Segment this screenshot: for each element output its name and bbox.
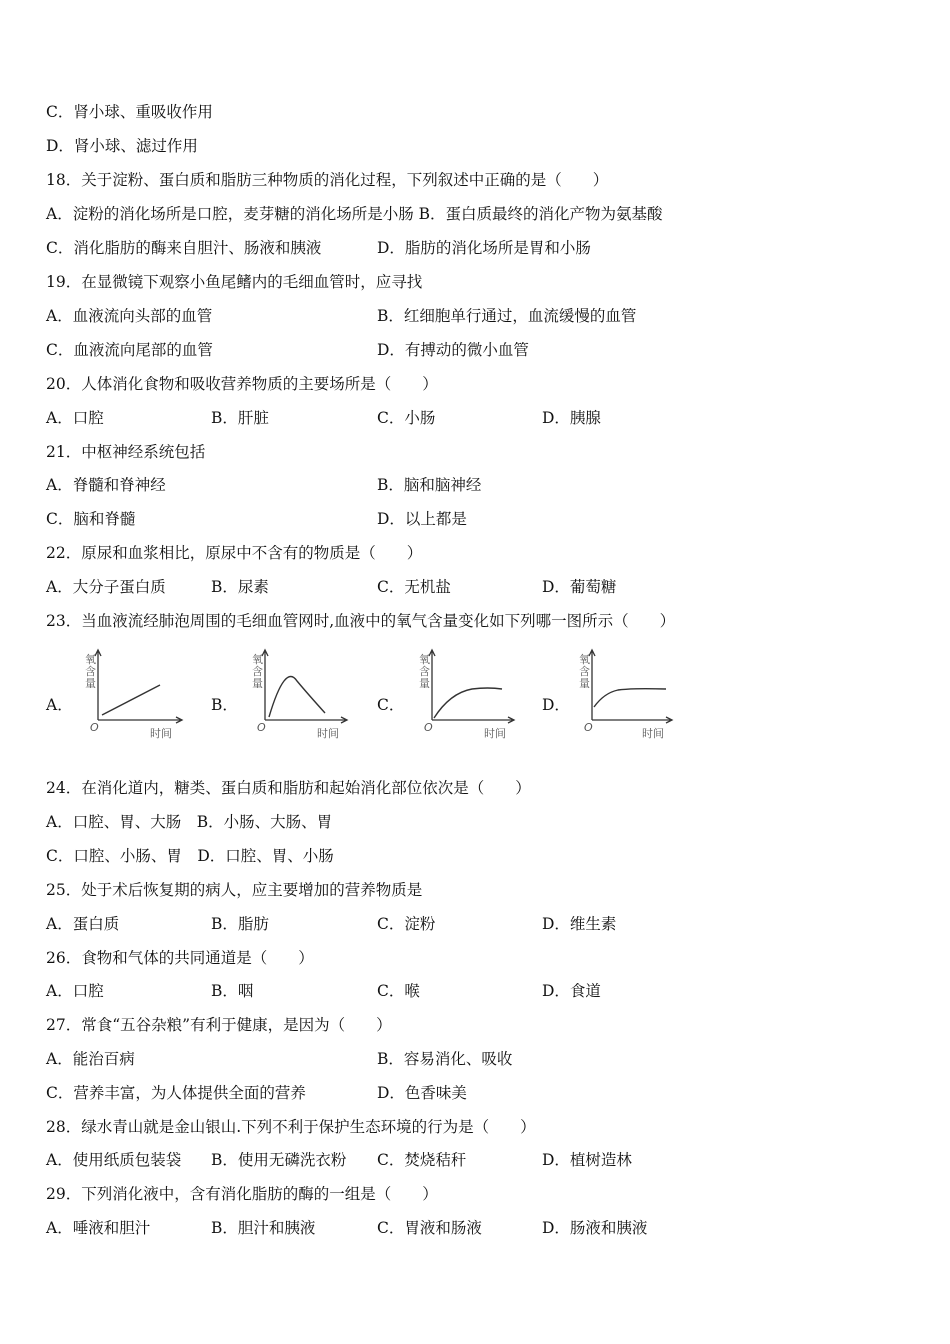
q28-option-a: A．使用纸质包装袋	[46, 1151, 182, 1169]
q21-option-c: C．脑和脊髓	[46, 510, 136, 528]
graph-c-origin: O	[424, 721, 433, 734]
q29-option-d: D．肠液和胰液	[542, 1219, 648, 1237]
graph-c-ylabel-3: 量	[419, 677, 430, 690]
q23-option-b: B．	[211, 696, 238, 714]
q18-option-d: D．脂肪的消化场所是胃和小肠	[377, 239, 591, 257]
q18-option-c: C．消化脂肪的酶来自胆汁、肠液和胰液	[46, 239, 322, 257]
q23-option-c: C．	[377, 696, 405, 714]
q29-option-a: A．唾液和胆汁	[46, 1219, 151, 1237]
graph-b-axes	[262, 650, 347, 723]
q23-stem: 23．当血液流经肺泡周围的毛细血管网时,血液中的氧气含量变化如下列哪一图所示（ ）	[46, 612, 676, 630]
q19-option-a: A．血液流向头部的血管	[46, 307, 213, 325]
q27-stem: 27．常食“五谷杂粮”有利于健康，是因为（ ）	[46, 1016, 392, 1034]
graph-b-curve	[269, 677, 325, 718]
graph-d-xlabel: 时间	[642, 727, 664, 740]
q28-option-b: B．使用无磷洗衣粉	[211, 1151, 347, 1169]
graph-a-xlabel: 时间	[150, 727, 172, 740]
graph-a-ylabel-2: 含	[85, 665, 96, 678]
graph-d-origin: O	[584, 721, 593, 734]
q26-option-d: D．食道	[542, 982, 601, 1000]
graph-d-ylabel-1: 氧	[579, 653, 590, 666]
q22-stem: 22．原尿和血浆相比，原尿中不含有的物质是（ ）	[46, 544, 423, 562]
graph-c-xlabel: 时间	[484, 727, 506, 740]
q25-option-d: D．维生素	[542, 915, 617, 933]
graph-d	[566, 645, 696, 745]
graph-c-ylabel-2: 含	[419, 665, 430, 678]
q19-option-b: B．红细胞单行通过，血流缓慢的血管	[377, 307, 637, 325]
q22-option-c: C．无机盐	[377, 578, 451, 596]
q21-stem: 21．中枢神经系统包括	[46, 443, 206, 461]
q26-option-a: A．口腔	[46, 982, 104, 1000]
graph-d-curve	[594, 689, 666, 707]
q21-option-a: A．脊髓和脊神经	[46, 476, 166, 494]
q24-option-cd: C．口腔、小肠、胃 D．口腔、胃、小肠	[46, 847, 334, 865]
q27-option-c: C．营养丰富，为人体提供全面的营养	[46, 1084, 306, 1102]
q17-option-c: C．肾小球、重吸收作用	[46, 103, 213, 121]
graph-b-ylabel-1: 氧	[252, 653, 263, 666]
graph-a-origin: O	[90, 721, 99, 734]
q26-option-c: C．喉	[377, 982, 420, 1000]
graph-b	[243, 645, 373, 745]
q29-option-b: B．胆汁和胰液	[211, 1219, 316, 1237]
q22-option-a: A．大分子蛋白质	[46, 578, 166, 596]
q19-option-c: C．血液流向尾部的血管	[46, 341, 213, 359]
q27-option-b: B．容易消化、吸收	[377, 1050, 513, 1068]
q24-stem: 24．在消化道内，糖类、蛋白质和脂肪和起始消化部位依次是（ ）	[46, 779, 531, 797]
q28-option-d: D．植树造林	[542, 1151, 632, 1169]
q27-option-d: D．色香味美	[377, 1084, 467, 1102]
q17-option-d: D．肾小球、滤过作用	[46, 137, 198, 155]
q19-stem: 19．在显微镜下观察小鱼尾鳍内的毛细血管时，应寻找	[46, 273, 423, 291]
graph-a-ylabel-3: 量	[85, 677, 96, 690]
graph-a-ylabel-1: 氧	[85, 653, 96, 666]
q21-option-d: D．以上都是	[377, 510, 467, 528]
q18-option-ab: A．淀粉的消化场所是口腔，麦芽糖的消化场所是小肠 B．蛋白质最终的消化产物为氨基酸	[46, 205, 663, 223]
graph-c	[410, 645, 540, 745]
graph-b-ylabel-2: 含	[252, 665, 263, 678]
q29-option-c: C．胃液和肠液	[377, 1219, 482, 1237]
q26-option-b: B．咽	[211, 982, 254, 1000]
graph-d-ylabel-3: 量	[579, 677, 590, 690]
q22-option-b: B．尿素	[211, 578, 269, 596]
graph-c-axes	[429, 650, 514, 723]
graph-b-ylabel-3: 量	[252, 677, 263, 690]
graph-b-xlabel: 时间	[317, 727, 339, 740]
q20-option-d: D．胰腺	[542, 409, 601, 427]
q22-option-d: D．葡萄糖	[542, 578, 617, 596]
q25-stem: 25．处于术后恢复期的病人，应主要增加的营养物质是	[46, 881, 423, 899]
q20-option-b: B．肝脏	[211, 409, 269, 427]
q28-option-c: C．焚烧秸秆	[377, 1151, 467, 1169]
q25-option-a: A．蛋白质	[46, 915, 120, 933]
graph-a	[78, 645, 208, 745]
graph-d-ylabel-2: 含	[579, 665, 590, 678]
q24-option-ab: A．口腔、胃、大肠 B．小肠、大肠、胃	[46, 813, 333, 831]
q28-stem: 28．绿水青山就是金山银山.下列不利于保护生态环境的行为是（ ）	[46, 1118, 536, 1136]
graph-c-curve	[434, 688, 502, 718]
graph-b-origin: O	[257, 721, 266, 734]
graph-d-axes	[589, 650, 672, 723]
q27-option-a: A．能治百病	[46, 1050, 135, 1068]
q23-option-d: D．	[542, 696, 570, 714]
q26-stem: 26．食物和气体的共同通道是（ ）	[46, 949, 314, 967]
q19-option-d: D．有搏动的微小血管	[377, 341, 529, 359]
graph-a-curve	[102, 685, 160, 715]
graph-c-ylabel-1: 氧	[419, 653, 430, 666]
q20-option-a: A．口腔	[46, 409, 104, 427]
q29-stem: 29．下列消化液中，含有消化脂肪的酶的一组是（ ）	[46, 1185, 438, 1203]
q20-stem: 20．人体消化食物和吸收营养物质的主要场所是（ ）	[46, 375, 438, 393]
q23-option-a: A．	[46, 696, 73, 714]
q25-option-b: B．脂肪	[211, 915, 269, 933]
q21-option-b: B．脑和脑神经	[377, 476, 482, 494]
q25-option-c: C．淀粉	[377, 915, 436, 933]
q20-option-c: C．小肠	[377, 409, 436, 427]
q18-stem: 18．关于淀粉、蛋白质和脂肪三种物质的消化过程，下列叙述中正确的是（ ）	[46, 171, 609, 189]
